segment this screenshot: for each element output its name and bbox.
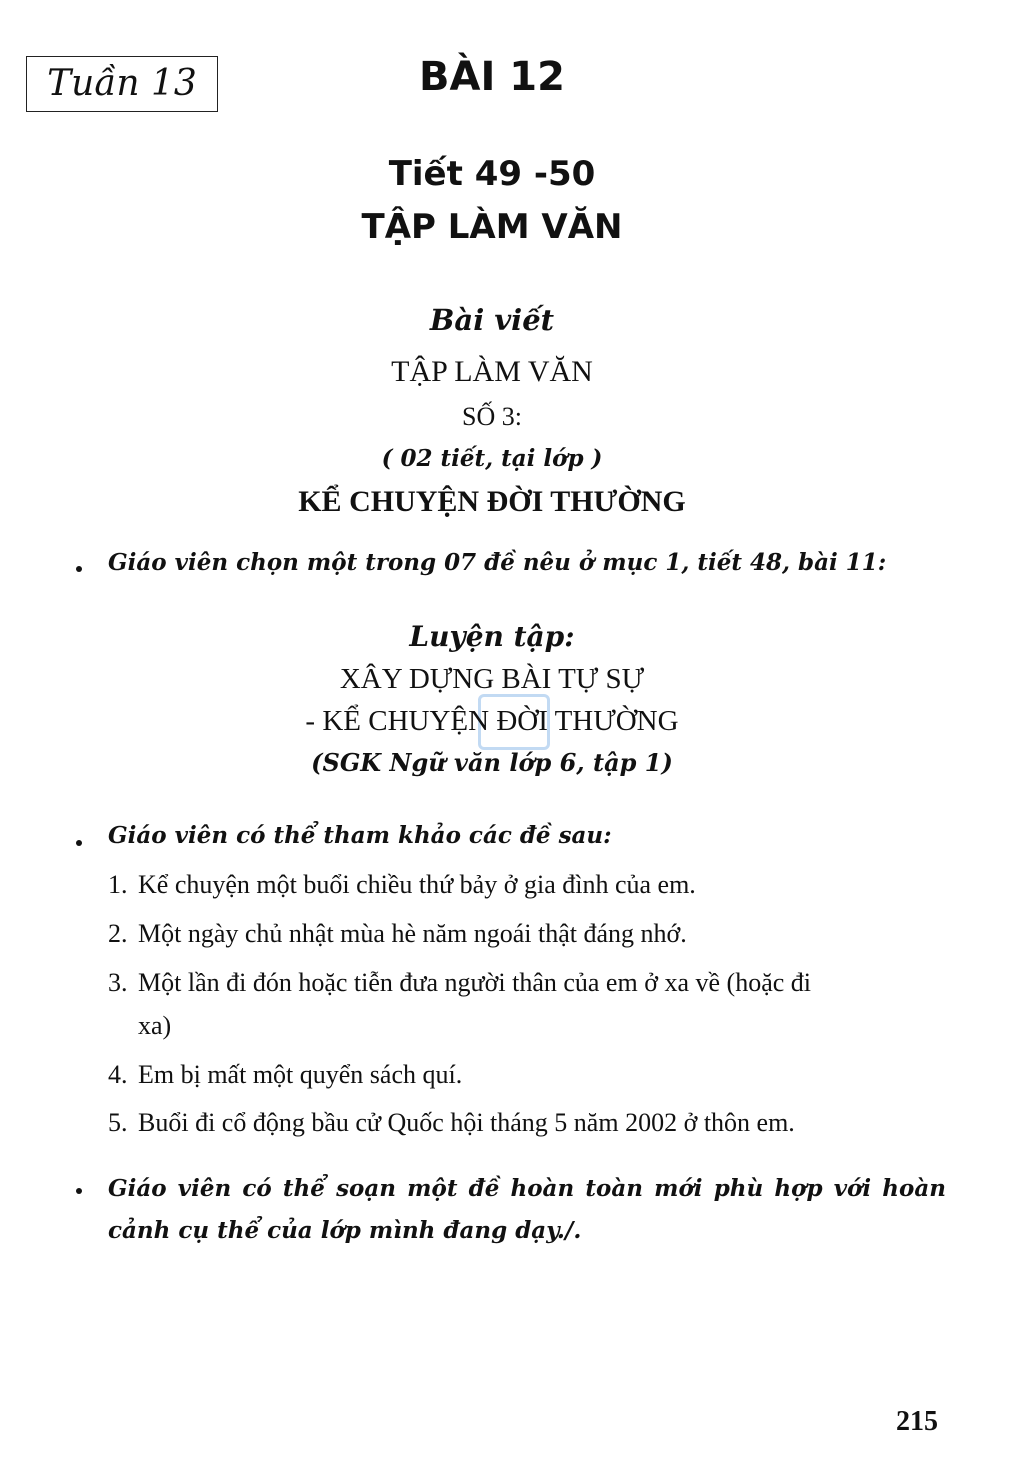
section2-bullet: Giáo viên có thể tham khảo các đề sau:	[108, 822, 612, 849]
list-item-continuation	[108, 1005, 948, 1047]
list-item	[108, 913, 948, 955]
subject-heading: TẬP LÀM VĂN	[361, 207, 623, 247]
list-item	[108, 864, 948, 906]
list-item-text: xa)	[138, 1011, 172, 1040]
period-heading: Tiết 49 -50	[388, 154, 596, 194]
list-item-number: 2.	[108, 919, 128, 948]
list-item	[108, 962, 948, 1004]
closing-note: Giáo viên có thể soạn một đề hoàn toàn mới phù hợp với hoàn cảnh cụ thể của lớp mình đang dạy./.	[108, 1175, 946, 1244]
list-item-text: Em bị mất một quyển sách quí.	[138, 1060, 463, 1089]
list-item-number: 4.	[108, 1060, 128, 1089]
section1-number: SỐ 3:	[462, 402, 522, 431]
lesson-title: BÀI 12	[419, 54, 565, 100]
list-item-text: Một lần đi đón hoặc tiễn đưa người thân của em ở xa về (hoặc đi	[138, 968, 811, 997]
bullet-dot	[76, 566, 82, 572]
section2-title-line2: - KỂ CHUYỆN ĐỜI THƯỜNG	[305, 705, 679, 737]
list-item-text: Buổi đi cổ động bầu cử Quốc hội tháng 5 năm 2002 ở thôn em.	[138, 1108, 795, 1137]
list-item-text: Một ngày chủ nhật mùa hè năm ngoái thật đáng nhớ.	[138, 919, 687, 948]
section1-topic: KỂ CHUYỆN ĐỜI THƯỜNG	[298, 485, 686, 518]
list-item-text: Kể chuyện một buổi chiều thứ bảy ở gia đình của em.	[138, 870, 696, 899]
list-item-number: 3.	[108, 968, 128, 997]
list-item-number: 1.	[108, 870, 128, 899]
section1-label: Bài viết	[429, 303, 555, 337]
list-item	[108, 1102, 948, 1144]
page-number: 215	[896, 1406, 938, 1437]
bullet-dot	[76, 1188, 82, 1194]
week-label: Tuần 13	[26, 56, 218, 112]
list-item	[108, 1054, 948, 1096]
section1-title: TẬP LÀM VĂN	[391, 355, 593, 388]
list-item-number: 5.	[108, 1108, 128, 1137]
section2-label: Luyện tập:	[409, 620, 575, 653]
section2-title-line1: XÂY DỰNG BÀI TỰ SỰ	[339, 663, 645, 695]
bullet-dot	[76, 840, 82, 846]
section2-source: (SGK Ngữ văn lớp 6, tập 1)	[311, 748, 673, 777]
section1-bullet: Giáo viên chọn một trong 07 đề nêu ở mục 1, tiết 48, bài 11:	[108, 549, 887, 576]
section1-note: ( 02 tiết, tại lớp )	[381, 445, 603, 472]
